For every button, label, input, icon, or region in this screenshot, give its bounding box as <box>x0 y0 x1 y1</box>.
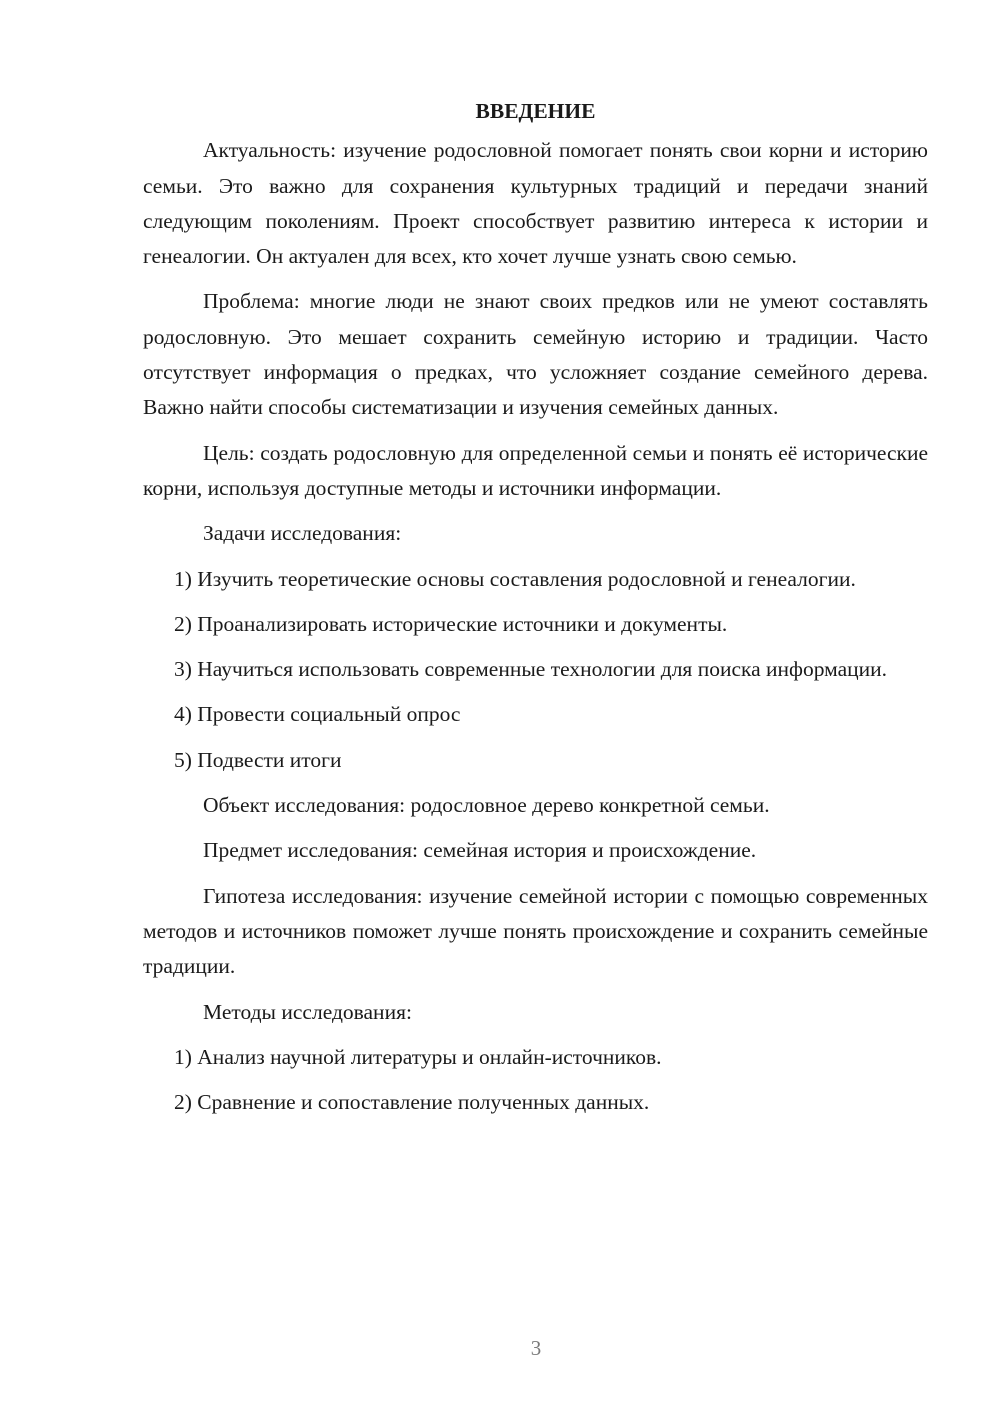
relevance-paragraph: Актуальность: изучение родословной помогает понять свои корни и историю семьи. Это важно для сохранения культурных традиций и передачи знаний следующим поколениям. Проект способствует развитию интереса к истории и генеалогии. Он актуален для всех, кто хочет лучше узнать свою семью. <box>143 138 928 269</box>
method-item-2: 2) Сравнение и сопоставление полученных данных. <box>174 1090 650 1115</box>
methods-heading: Методы исследования: <box>203 999 412 1024</box>
task-item-5: 5) Подвести итоги <box>174 747 342 772</box>
subject-paragraph: Предмет исследования: семейная история и происхождение. <box>203 838 757 863</box>
task-item-2: 2) Проанализировать исторические источники и документы. <box>174 611 728 636</box>
method-item-1: 1) Анализ научной литературы и онлайн-источников. <box>174 1044 662 1069</box>
problem-paragraph: Проблема: многие люди не знают своих предков или не умеют составлять родословную. Это мешает сохранить семейную историю и традиции. Часто отсутствует информация о предках, что усложняет создание семейного дерева. Важно найти способы систематизации и изучения семейных данных. <box>143 289 928 420</box>
page-number: 3 <box>530 1336 542 1360</box>
page-content <box>143 94 928 1130</box>
task-item-1: 1) Изучить теоретические основы составления родословной и генеалогии. <box>174 566 856 591</box>
task-item-3: 3) Научиться использовать современные технологии для поиска информации. <box>174 657 888 682</box>
tasks-heading: Задачи исследования: <box>203 521 402 546</box>
section-title: ВВЕДЕНИЕ <box>475 99 596 123</box>
object-paragraph: Объект исследования: родословное дерево конкретной семьи. <box>203 793 770 818</box>
hypothesis-paragraph: Гипотеза исследования: изучение семейной истории с помощью современных методов и источников поможет лучше понять происхождение и сохранить семейные традиции. <box>143 883 928 979</box>
task-item-4: 4) Провести социальный опрос <box>174 702 461 727</box>
goal-paragraph: Цель: создать родословную для определенной семьи и понять её исторические корни, используя доступные методы и источники информации. <box>143 440 928 500</box>
